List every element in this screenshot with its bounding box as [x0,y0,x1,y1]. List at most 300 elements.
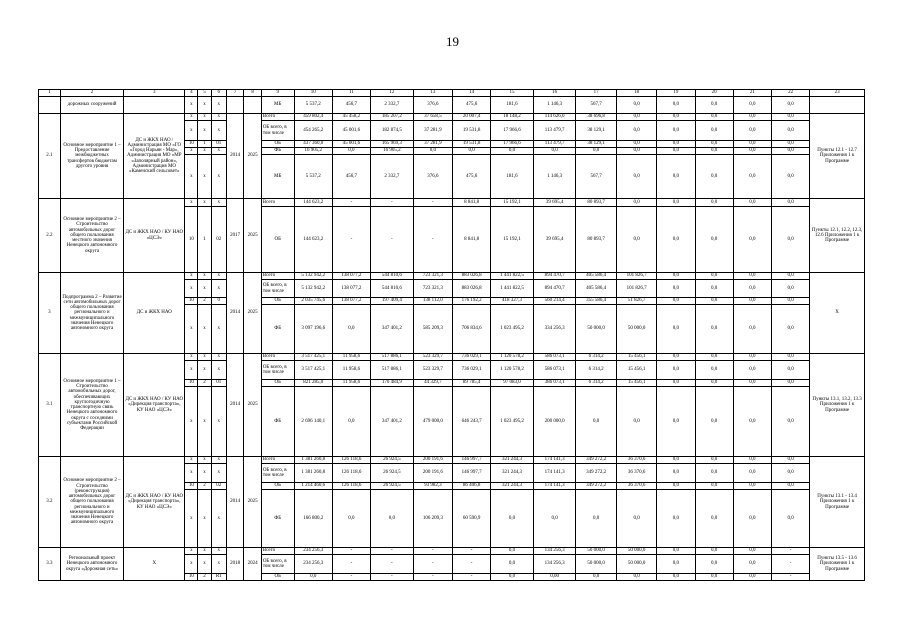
table-cell: x [198,490,211,548]
table-cell: x [211,555,226,574]
value-cell: 0,0 [695,483,733,490]
measure-name: Основное мероприятие 2 – Строительство автомобильных дорог общего пользования местного значения Ненецкого автономного округа [60,199,123,273]
value-cell: 456,7 [332,155,370,199]
table-cell [39,97,61,114]
measure-name: Региональный проект Ненецкого автономного округа «Дорожная сеть» [60,548,123,581]
start-year: 2014 [226,273,243,354]
source-label: ОБ всего, в том числе [261,361,294,380]
value-cell: 0,0 [576,148,616,155]
column-number: 11 [332,90,370,97]
value-cell: 0,0 [533,490,576,548]
value-cell: 0,0 [332,387,370,457]
value-cell: 0,0 [657,305,695,354]
value-cell: 6 314,2 [576,354,616,361]
value-cell: 321 244,3 [491,464,534,483]
value-cell: 174 141,3 [533,483,576,490]
end-year: 2025 [244,354,261,457]
table-cell: x [198,548,211,555]
value-cell: 234 256,3 [294,548,332,555]
value-cell: 0,0 [657,380,695,387]
value-cell: 0,0 [695,148,733,155]
value-cell: 26 924,5 [371,483,414,490]
value-cell: 50 000,0 [616,305,656,354]
value-cell: 0,0 [657,199,695,207]
value-cell: 0,0 [616,148,656,155]
value-cell: - [413,199,452,207]
source-label: Всего [261,273,294,280]
value-cell: 894 470,7 [533,280,576,298]
table-cell: 2 [198,380,211,387]
value-cell: 0,0 [733,114,771,121]
table-cell: x [185,555,198,574]
column-number: 1 [39,90,61,97]
source-label: МБ [261,97,294,114]
value-cell: 101 826,7 [616,273,656,280]
row-number: 2.2 [39,199,61,273]
value-cell: 355 586,4 [576,298,616,305]
value-cell: 0,0 [695,298,733,305]
value-cell: 475,6 [452,97,490,114]
value-cell: 113 479,7 [533,121,576,141]
source-label: ОБ [261,574,294,581]
value-cell: - [371,574,414,581]
value-cell: 0,0 [657,298,695,305]
value-cell: 1 441 822,5 [491,273,534,280]
value-cell: 0,0 [413,148,452,155]
value-cell: 376,6 [413,155,452,199]
value-cell: 418 327,3 [491,298,534,305]
table-cell [244,97,261,114]
value-cell: 0,0 [616,141,656,148]
value-cell: 6 314,2 [576,361,616,380]
table-row [39,90,865,97]
program-reference: Х [810,273,865,354]
value-cell: 60 590,9 [452,490,490,548]
value-cell: 26 924,5 [371,464,414,483]
value-cell: 0,0 [695,280,733,298]
value-cell: 165 969,3 [371,141,414,148]
value-cell: 321 244,3 [491,483,534,490]
table-cell: x [185,387,198,457]
table-cell: 02 [211,483,226,490]
value-cell: 181,6 [491,97,534,114]
value-cell: 97 083,0 [491,380,534,387]
value-cell: 15 456,1 [616,361,656,380]
value-cell: 0,0 [491,548,534,555]
table-cell: x [185,457,198,464]
value-cell: - [413,555,452,574]
table-cell: x [185,121,198,141]
value-cell: 38 696,8 [576,114,616,121]
table-row [39,97,865,114]
value-cell: 0,0 [771,354,809,361]
value-cell: 36 370,6 [616,464,656,483]
value-cell: 0,0 [771,114,809,121]
value-cell: 0,0 [491,148,534,155]
table-cell: 10 [185,298,198,305]
measure-name: Основное мероприятие 2 – Строительство (реконструкция) автомобильных дорог общего пользования регионального и межмуниципального значения Ненецкого автономного округа [60,457,123,548]
table-row [39,199,865,207]
source-label: ОБ всего, в том числе [261,464,294,483]
table-cell: x [211,280,226,298]
value-cell: 126 118,6 [332,457,370,464]
value-cell: 8 841,8 [452,199,490,207]
table-cell: x [198,555,211,574]
value-cell: 16 905,2 [294,148,332,155]
value-cell: 1 120 578,2 [491,354,534,361]
value-cell: 144 623,2 [294,207,332,273]
column-number: 22 [771,90,809,97]
value-cell: 586 073,1 [533,354,576,361]
value-cell: 0,0 [294,574,332,581]
value-cell: 0,0 [695,273,733,280]
value-cell: 349 272,2 [576,464,616,483]
table-cell: 10 [185,141,198,148]
value-cell: 0,0 [616,114,656,121]
source-label: ФБ [261,490,294,548]
value-cell: 174 141,3 [533,464,576,483]
page-number: 19 [446,34,459,49]
table-cell: 2 [198,574,211,581]
value-cell: 0,0 [695,305,733,354]
table-cell: x [198,148,211,155]
table-cell: 0 [211,298,226,305]
value-cell: 386 073,1 [533,380,576,387]
value-cell: 405 586,4 [576,273,616,280]
program-reference: Пункты 12.1, 12.2, 12.3, 12.6 Приложения 1 к Программе [810,199,865,273]
value-cell: - [771,548,809,555]
value-cell: 144 623,2 [294,199,332,207]
value-cell: 2 332,7 [371,97,414,114]
value-cell: 0,0 [695,141,733,148]
value-cell: 0,0 [657,555,695,574]
table-cell: x [185,490,198,548]
table-cell: x [211,155,226,199]
value-cell: 176 192,2 [452,298,490,305]
source-label: Всего [261,199,294,207]
value-cell: 3 517 425,1 [294,361,332,380]
value-cell: 0,0 [657,464,695,483]
value-cell: 1 381 260,8 [294,464,332,483]
value-cell: 0,0 [695,97,733,114]
source-label: ФБ [261,148,294,155]
start-year: 2014 [226,114,243,199]
table-cell: x [211,148,226,155]
column-number: 17 [576,90,616,97]
table-cell: x [211,121,226,141]
column-number: 23 [810,90,865,97]
row-number: 2.1 [39,114,61,199]
value-cell: 0,0 [657,387,695,457]
source-label: ОБ всего, в том числе [261,121,294,141]
value-cell: 0,0 [733,555,771,574]
value-cell: 0,0 [616,155,656,199]
value-cell: 0,0 [657,457,695,464]
value-cell: 0,0 [771,387,809,457]
source-label: Всего [261,114,294,121]
value-cell: 138 112,0 [413,298,452,305]
value-cell: 0,0 [657,97,695,114]
value-cell: 0,0 [332,490,370,548]
value-cell: 200 191,6 [413,457,452,464]
value-cell: 1 381 260,8 [294,457,332,464]
start-year: 2018 [226,548,243,581]
table-cell: x [185,464,198,483]
table-cell: x [185,148,198,155]
value-cell: 45 458,2 [332,114,370,121]
table-cell: x [185,273,198,280]
table-cell: x [211,490,226,548]
value-cell: 2 035 745,6 [294,298,332,305]
value-cell: 0,0 [657,273,695,280]
executor: Х [124,548,185,581]
table-cell: 02 [211,207,226,273]
table-cell: 10 [185,380,198,387]
value-cell: 45 001,6 [332,121,370,141]
value-cell: 0,0 [616,207,656,273]
value-cell: 736 029,1 [452,354,490,361]
value-cell: 0,0 [733,354,771,361]
value-cell: 523 329,7 [413,361,452,380]
value-cell: 3 517 425,1 [294,354,332,361]
value-cell: 0,0 [771,155,809,199]
column-number: 21 [733,90,771,97]
value-cell: 37 281,9 [413,141,452,148]
value-cell: 51 826,7 [616,298,656,305]
value-cell: 20 007,4 [452,114,490,121]
table-cell: x [198,305,211,354]
value-cell: 146 997,7 [452,464,490,483]
value-cell: 0,0 [771,207,809,273]
value-cell: 45 001,6 [332,141,370,148]
value-cell: 0,0 [733,483,771,490]
table-cell: x [211,354,226,361]
value-cell: 517 886,1 [371,361,414,380]
value-cell: - [413,207,452,273]
value-cell: 0,0 [771,199,809,207]
executor: ДС и ЖКХ НАО / КУ НАО «Дирекция транспорта», КУ НАО «ЦСЭ» [124,354,185,457]
value-cell: - [371,548,414,555]
program-reference: Пункты 13.1, 13.2, 13.3 Приложения 1 к Программе [810,354,865,457]
value-cell: 0,0 [576,387,616,457]
source-label: ОБ [261,483,294,490]
value-cell: 0,0 [733,464,771,483]
table-cell: x [211,273,226,280]
value-cell: 0,0 [695,464,733,483]
value-cell: 0,0 [771,361,809,380]
table-cell: x [198,97,211,114]
value-cell: 38 129,1 [576,141,616,148]
value-cell: 182 874,5 [371,121,414,141]
value-cell: 567,7 [576,155,616,199]
value-cell: 0,0 [695,354,733,361]
value-cell: 0,0 [733,273,771,280]
column-number: 8 [244,90,261,97]
table-cell: x [185,199,198,207]
row-number: 3.1 [39,354,61,457]
value-cell: 11 958,6 [332,354,370,361]
value-cell: 0,0 [576,574,616,581]
value-cell: 5 537,2 [294,97,332,114]
value-cell: 1 441 822,5 [491,280,534,298]
value-cell: 39 695,4 [533,207,576,273]
value-cell: 0,0 [657,141,695,148]
table-cell: x [198,155,211,199]
value-cell: 349 272,2 [576,483,616,490]
value-cell: 0,0 [771,305,809,354]
value-cell: 0,0 [616,199,656,207]
value-cell: 0,0 [733,305,771,354]
value-cell: 1 120 578,2 [491,361,534,380]
value-cell: 0,0 [657,280,695,298]
end-year: 2025 [244,457,261,548]
value-cell: 0,0 [771,97,809,114]
table-cell: x [198,464,211,483]
value-cell: 86 406,8 [452,483,490,490]
value-cell: 723 321,3 [413,280,452,298]
value-cell: 0,0 [695,490,733,548]
value-cell: 0,0 [771,121,809,141]
table-cell: x [211,97,226,114]
value-cell: 0,0 [616,490,656,548]
value-cell: 15 456,1 [616,380,656,387]
value-cell: 0,0 [695,155,733,199]
value-cell: 89 785,4 [452,380,490,387]
value-cell: 15 192,1 [491,207,534,273]
value-cell: 723 321,3 [413,273,452,280]
value-cell: 0,0 [657,354,695,361]
table-cell: x [198,114,211,121]
source-label: ОБ [261,141,294,148]
value-cell: 475,6 [452,155,490,199]
value-cell: 8 841,8 [452,207,490,273]
value-cell: 113 479,7 [533,141,576,148]
table-cell: x [211,457,226,464]
row-number: 3.3 [39,548,61,581]
value-cell: - [771,555,809,574]
measure-name: дорожных сооружений [60,97,123,114]
table-cell: x [198,457,211,464]
value-cell: 479 000,0 [413,387,452,457]
value-cell: 349 272,2 [576,457,616,464]
column-number: 4 [185,90,198,97]
value-cell: 0,0 [371,490,414,548]
value-cell: 0,0 [695,457,733,464]
value-cell: 0,0 [771,464,809,483]
value-cell: 1 146,3 [533,155,576,199]
table-row [39,548,865,555]
source-label: ОБ [261,298,294,305]
value-cell: 50 000,0 [616,548,656,555]
source-label: ОБ всего, в том числе [261,555,294,574]
value-cell: - [413,548,452,555]
table-cell: x [185,114,198,121]
column-number: 14 [452,90,490,97]
value-cell: 50 000,0 [616,555,656,574]
value-cell: 0,0 [616,121,656,141]
program-reference: Пункты 13.5 - 13.6 Приложения 1 к Программе [810,548,865,581]
row-number: 3 [39,273,61,354]
value-cell: 0,0 [491,574,534,581]
value-cell: 1 023 495,2 [491,387,534,457]
value-cell: 200 000,0 [533,387,576,457]
value-cell: 19 531,8 [452,121,490,141]
column-number: 9 [261,90,294,97]
table-cell: x [198,354,211,361]
source-label: МБ [261,155,294,199]
value-cell: 200 191,6 [413,464,452,483]
value-cell: 80 893,7 [576,207,616,273]
value-cell: 0,0 [695,574,733,581]
value-cell: 523 329,7 [413,354,452,361]
value-cell: 50 000,0 [576,305,616,354]
value-cell: 0,0 [452,148,490,155]
value-cell: 459 802,4 [294,114,332,121]
value-cell: 5 537,2 [294,155,332,199]
value-cell: 0,0 [771,280,809,298]
value-cell: 405 586,4 [576,280,616,298]
value-cell: 0,0 [733,148,771,155]
column-number: 16 [533,90,576,97]
column-number: 13 [413,90,452,97]
source-label: ОБ всего, в том числе [261,280,294,298]
value-cell: 586 073,1 [533,361,576,380]
table-row [39,354,865,361]
value-cell: - [371,555,414,574]
value-cell: 0,0 [771,273,809,280]
table-cell: x [185,548,198,555]
value-cell: 0,0 [657,574,695,581]
value-cell: 0,0 [657,483,695,490]
value-cell: 517 886,1 [371,354,414,361]
value-cell: 0,0 [733,155,771,199]
value-cell: 1 023 495,2 [491,305,534,354]
value-cell: 0,0 [733,387,771,457]
value-cell: - [332,199,370,207]
table-cell: x [211,199,226,207]
value-cell: 39 695,4 [533,199,576,207]
value-cell: 0,0 [733,574,771,581]
executor: ДС и ЖКХ НАО [124,273,185,354]
value-cell: 181,6 [491,155,534,199]
value-cell: 0,0 [695,121,733,141]
table-cell: x [185,97,198,114]
end-year: 2025 [244,199,261,273]
value-cell: 17 966,6 [491,121,534,141]
table-cell: x [185,155,198,199]
value-cell: 17 966,6 [491,141,534,148]
executor: ДС и ЖКХ НАО / КУ НАО «ЦСЭ» [124,199,185,273]
value-cell: 16 905,2 [371,148,414,155]
value-cell: 138 077,2 [332,273,370,280]
source-label: ФБ [261,387,294,457]
value-cell: 0,0 [491,555,534,574]
value-cell: 0,0 [695,555,733,574]
column-number: 7 [226,90,243,97]
source-label: ОБ [261,380,294,387]
value-cell: 0,0 [733,380,771,387]
value-cell: - [371,207,414,273]
value-cell: 0,0 [733,280,771,298]
table-cell [124,97,185,114]
table-cell: x [198,121,211,141]
table-row [39,457,865,464]
table-cell: R1 [211,574,226,581]
value-cell: 0,00 [533,574,576,581]
value-cell: 0,0 [771,380,809,387]
start-year: 2014 [226,354,243,457]
measure-name: Основное мероприятие 1 – Строительство автомобильных дорог, обеспечивающих круглогодичную транспортную связь Ненецкого автономного округа с соседними субъектами Российской Федерации [60,354,123,457]
